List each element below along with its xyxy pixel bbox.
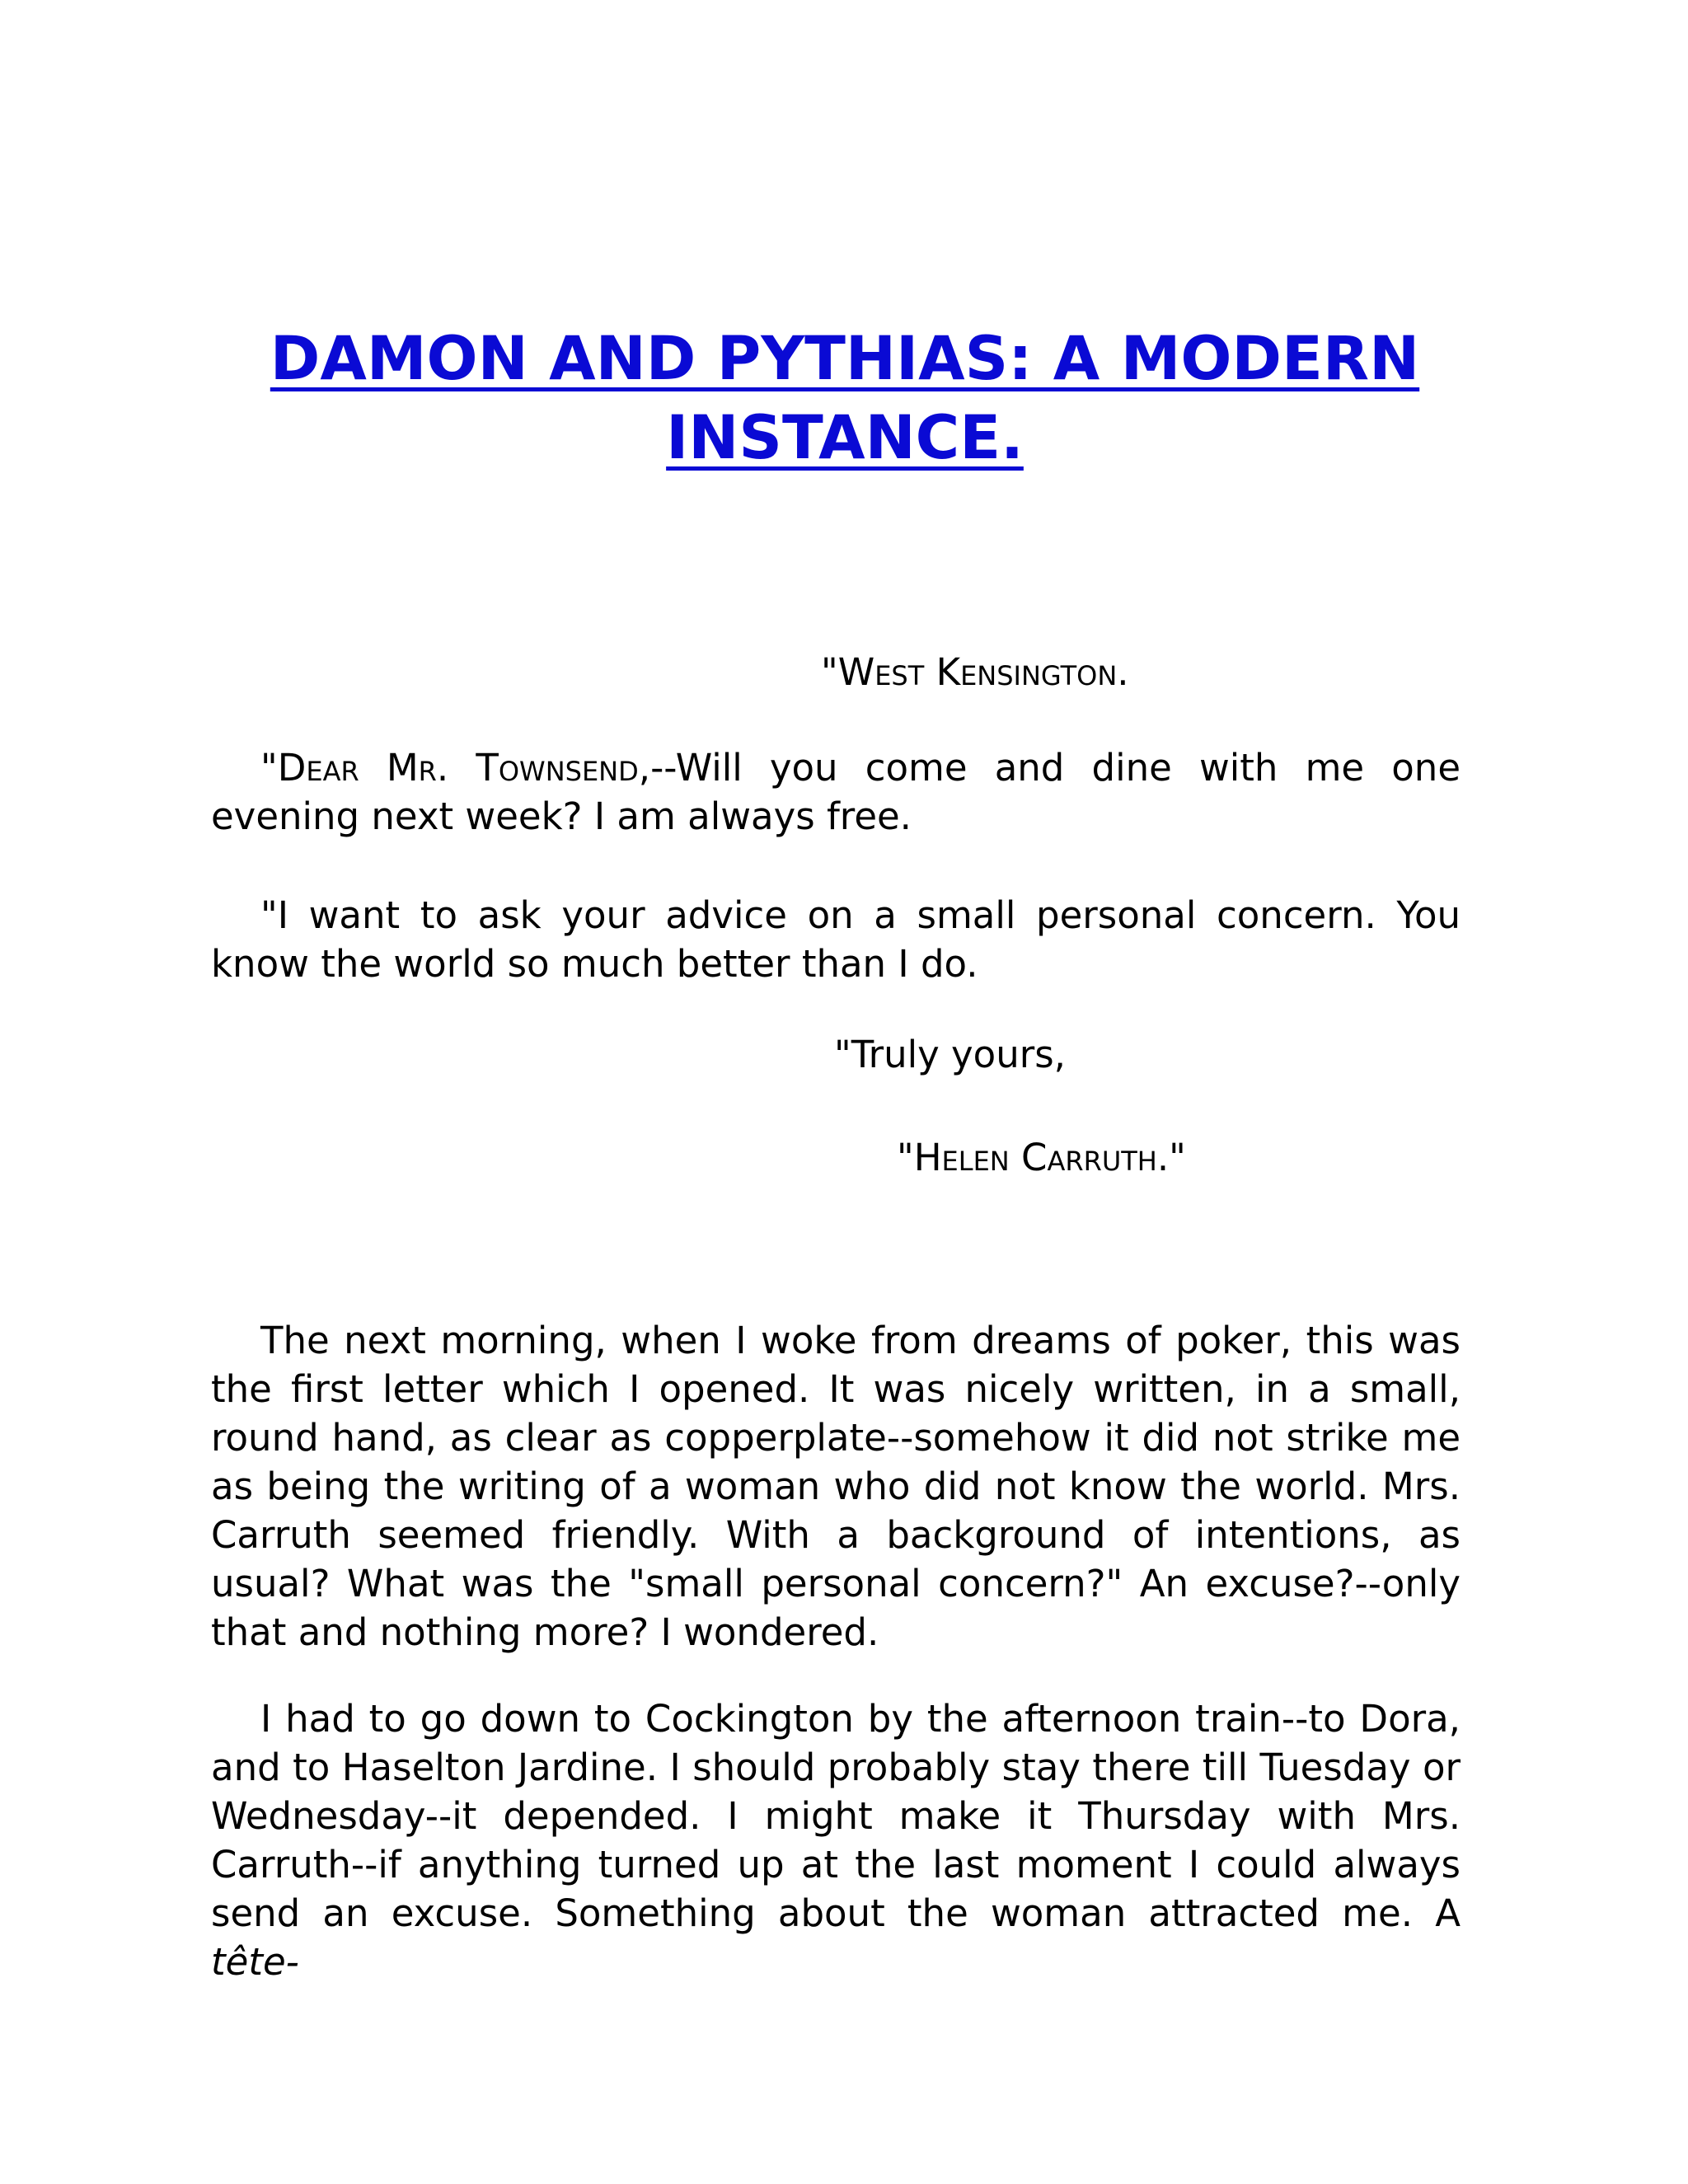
letter-address: "West Kensington. [821,650,1129,694]
letter-body-1: --Will you come and dine with me one evening next week? I am always free. [211,746,1461,838]
narrative-paragraph-2 [211,1694,1461,1986]
narrative-paragraph-1: The next morning, when I woke from dreams of poker, this was the first letter which I opened. It was nicely written, in a small, round hand, as clear as copperplate--somehow it did not strike me as being the writing of a woman who did not know the world. Mrs. Carruth seemed friendly. With a background of intentions, as usual? What was the "small personal concern?" An excuse?--only that and nothing more? I wondered. [211,1319,1461,1654]
letter-closing: "Truly yours, [834,1033,1066,1076]
narrative-paragraph-2-text: I had to go down to Cockington by the afternoon train--to Dora, and to Haselton Jardine. I should probably stay there till Tuesday or Wednesday--it depended. I might make it Thursday with Mrs. Carruth--if anything turned up at the last moment I could always send an excuse. Something about the woman attracted me. A [211,1697,1461,1935]
chapter-title-link[interactable]: DAMON AND PYTHIAS: A MODERN INSTANCE. [270,324,1420,473]
letter-paragraph-2: "I want to ask your advice on a small personal concern. You know the world so much better than I do. [211,893,1461,986]
letter-signature: "Helen Carruth." [897,1136,1186,1179]
letter-paragraph-1 [211,743,1461,841]
narrative-italic-word: tête- [211,1940,299,1984]
letter-salutation: "Dear Mr. Townsend, [260,746,651,790]
